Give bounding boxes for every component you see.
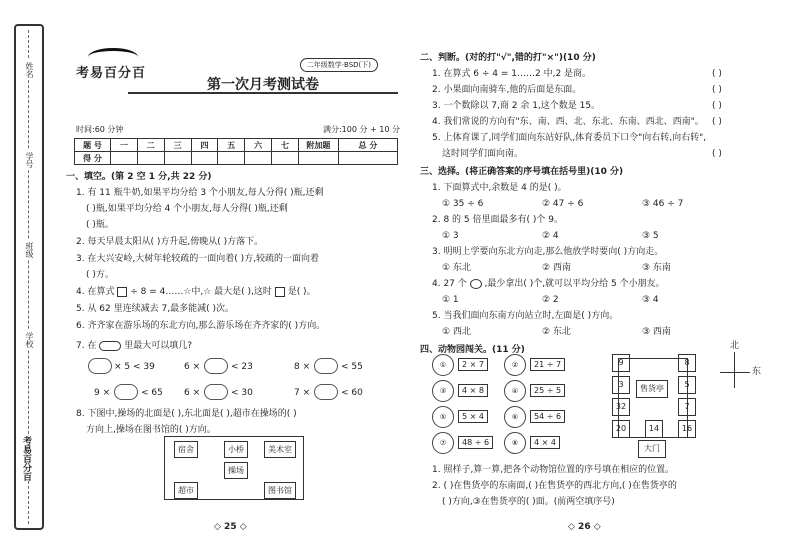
task-2-line-1: 2. ( )在售货亭的东南面,( )在售货亭的西北方向,( )在售货亭的 — [432, 481, 677, 491]
question-4-part-1: 4. 在算式 — [76, 287, 115, 297]
score-cell[interactable] — [245, 152, 272, 165]
flower-blank[interactable] — [114, 384, 138, 400]
score-cell[interactable] — [111, 152, 138, 165]
choice-option[interactable]: ③ 东南 — [642, 263, 671, 273]
question-2: 2. 每天早晨太阳从( )方升起,傍晚从( )方落下。 — [76, 237, 264, 247]
zoo-cell[interactable]: 5 — [678, 376, 696, 394]
animal-monkey-icon: ② — [504, 354, 526, 376]
inequality-text: < 30 — [231, 388, 253, 398]
choice-2: 2. 8 的 5 倍里面最多有( )个 9。 — [432, 215, 563, 225]
right-page — [420, 0, 776, 550]
map-library: 图书馆 — [264, 482, 296, 499]
animal-equation: 21 ÷ 7 — [530, 358, 565, 371]
zoo-gate: 大门 — [638, 440, 666, 458]
inequality-text: < 65 — [141, 388, 163, 398]
score-cell[interactable] — [272, 152, 299, 165]
animal-equation: 54 ÷ 6 — [530, 410, 565, 423]
score-cell: 六 — [245, 139, 272, 152]
binding-spine — [0, 0, 58, 550]
task-1: 1. 照样子,算一算,把各个动物馆位置的序号填在相应的位置。 — [432, 465, 675, 475]
inequality-text: 8 × — [294, 362, 311, 372]
answer-paren[interactable]: ( ) — [712, 69, 722, 79]
score-cell: 一 — [111, 139, 138, 152]
inequality-text: × 5 < 39 — [114, 362, 155, 372]
question-6: 6. 齐齐家在游乐场的东北方向,那么游乐场在齐齐家的( )方向。 — [76, 321, 326, 331]
choice-option[interactable]: ② 4 — [542, 231, 559, 241]
animal-equation: 2 × 7 — [458, 358, 488, 371]
question-7-part-1: 7. 在 — [76, 341, 97, 351]
inequality-text: 9 × — [94, 388, 111, 398]
choice-option[interactable]: ① 3 — [442, 231, 459, 241]
score-cell[interactable] — [298, 152, 338, 165]
spine-brand: 考易百分百 — [21, 436, 31, 481]
score-cell[interactable] — [338, 152, 397, 165]
inequality-text: < 23 — [231, 362, 253, 372]
left-page — [66, 0, 400, 550]
zoo-kiosk: 售货亭 — [636, 380, 668, 398]
score-cell: 四 — [191, 139, 218, 152]
choice-option[interactable]: ③ 4 — [642, 295, 659, 305]
choice-option[interactable]: ③ 5 — [642, 231, 659, 241]
judge-3: 3. 一个数除以 7,商 2 余 1,这个数是 15。 — [432, 101, 601, 111]
answer-paren[interactable]: ( ) — [712, 149, 722, 159]
choice-option[interactable]: ② 西南 — [542, 263, 571, 273]
section-2-heading: 二、判断。(对的打"√",错的打"×")(10 分) — [420, 53, 596, 63]
map-supermarket: 超市 — [174, 482, 198, 499]
question-5: 5. 从 62 里连续减去 7,最多能减( )次。 — [76, 304, 234, 314]
score-cell[interactable] — [218, 152, 245, 165]
question-4-part-2: ÷ 8 = 4……☆中,☆ 最大是( ),这时 — [130, 287, 272, 297]
question-7 — [76, 340, 192, 352]
flower-blank[interactable] — [88, 358, 112, 374]
animal-zebra-icon: ⑦ — [432, 432, 454, 454]
question-8-line-1: 8. 下图中,操场的北面是( ),东北面是( ),超市在操场的( ) — [76, 409, 297, 419]
zoo-cell[interactable]: 7 — [678, 398, 696, 416]
zoo-cell[interactable]: 20 — [612, 420, 630, 438]
class-label: 班级 — [25, 242, 34, 258]
map-dormitory: 宿舍 — [174, 441, 198, 458]
inequality-text: 7 × — [294, 388, 311, 398]
animal-lion-icon: ④ — [504, 380, 526, 402]
choice-option[interactable]: ① 东北 — [442, 263, 471, 273]
page-number: ◇ 25 ◇ — [214, 522, 247, 532]
flower-icon — [99, 341, 121, 351]
choice-4-part-2: ,最少拿出( )个,就可以平均分给 5 个小朋友。 — [484, 279, 665, 289]
choice-3: 3. 明明上学要向东北方向走,那么他放学时要向( )方向走。 — [432, 247, 664, 257]
choice-1: 1. 下面算式中,余数是 4 的是( )。 — [432, 183, 567, 193]
answer-paren[interactable]: ( ) — [712, 101, 722, 111]
inequality-text: < 55 — [341, 362, 363, 372]
choice-option[interactable]: ① 1 — [442, 295, 459, 305]
score-total: 满分:100 分 + 10 分 — [322, 125, 400, 134]
score-cell: 总 分 — [338, 139, 397, 152]
section-4-heading: 四、动物园闯关。(11 分) — [420, 345, 525, 355]
flower-blank[interactable] — [314, 358, 338, 374]
question-7-part-2: 里最大可以填几? — [124, 341, 192, 351]
answer-paren[interactable]: ( ) — [712, 85, 722, 95]
id-label: 学号 — [25, 152, 34, 168]
blank-box[interactable] — [117, 287, 127, 297]
score-cell: 附加题 — [298, 139, 338, 152]
question-3-line-2: ( )方。 — [86, 270, 114, 280]
score-cell: 三 — [164, 139, 191, 152]
inequality-text: 6 × — [184, 388, 201, 398]
score-value-row — [75, 152, 398, 165]
animal-tiger-icon: ③ — [432, 380, 454, 402]
section-3-heading: 三、选择。(将正确答案的序号填在括号里)(10 分) — [420, 167, 624, 177]
flower-blank[interactable] — [314, 384, 338, 400]
choice-option[interactable]: ② 东北 — [542, 327, 571, 337]
choice-option[interactable]: ① 35 ÷ 6 — [442, 199, 484, 209]
compass-east: 东 — [752, 367, 762, 377]
logo: 考易百分百 — [76, 66, 147, 81]
animal-giraffe-icon: ⑥ — [504, 406, 526, 428]
choice-4 — [432, 278, 665, 290]
judge-5: 5. 上体育课了,同学们面向东站好队,体育委员下口令"向右转,向右转", — [432, 133, 707, 143]
compass-ns-line — [734, 352, 735, 388]
section-1-heading: 一、填空。(第 2 空 1 分,共 22 分) — [66, 172, 212, 182]
flower-blank[interactable] — [204, 358, 228, 374]
animal-swan-icon: ⑤ — [432, 406, 454, 428]
question-1-line-1: 1. 有 11 瓶牛奶,如果平均分给 3 个小朋友,每人分得( )瓶,还剩 — [76, 188, 324, 198]
question-1-line-2: ( )瓶,如果平均分给 4 个小朋友,每人分得( )瓶,还剩 — [86, 204, 288, 214]
question-4 — [76, 286, 316, 298]
question-1-line-3: ( )瓶。 — [86, 220, 114, 230]
choice-option[interactable]: ① 西北 — [442, 327, 471, 337]
time-limit: 时间:60 分钟 — [76, 125, 124, 134]
choice-option[interactable]: ③ 西南 — [642, 327, 671, 337]
question-4-part-3: 是( )。 — [287, 287, 316, 297]
score-cell: 五 — [218, 139, 245, 152]
animal-equation: 25 ÷ 5 — [530, 384, 565, 397]
judge-5-line-2: 这时同学们面向南。 — [442, 149, 524, 159]
apple-icon — [470, 279, 482, 289]
choice-option[interactable]: ③ 46 ÷ 7 — [642, 199, 684, 209]
map-bridge: 小桥 — [224, 441, 248, 458]
choice-5: 5. 当我们面向东南方向站立时,左面是( )方向。 — [432, 311, 619, 321]
compass-north: 北 — [730, 341, 740, 351]
judge-4: 4. 我们常说的方向有"东、南、西、北、东北、东南、西北、西南"。 — [432, 117, 704, 127]
choice-4-part-1: 4. 27 个 — [432, 279, 467, 289]
judge-1: 1. 在算式 6 ÷ 4 = 1……2 中,2 是商。 — [432, 69, 592, 79]
score-table — [74, 138, 398, 165]
choice-option[interactable]: ② 47 ÷ 6 — [542, 199, 584, 209]
grade-tag: 二年级数学·BSD(下) — [300, 58, 378, 72]
inequality-text: < 60 — [341, 388, 363, 398]
page-number: ◇ 26 ◇ — [568, 522, 601, 532]
zoo-cell[interactable]: 32 — [612, 398, 630, 416]
inequality-text: 6 × — [184, 362, 201, 372]
question-8-line-2: 方向上,操场在图书馆的( )方向。 — [86, 425, 216, 435]
animal-equation: 5 × 4 — [458, 410, 488, 423]
animal-panda-icon: ⑧ — [504, 432, 526, 454]
score-cell[interactable] — [191, 152, 218, 165]
question-3-line-1: 3. 在大兴安岭,大树年轮较疏的一面向着( )方,较疏的一面向着 — [76, 254, 320, 264]
score-cell: 七 — [272, 139, 299, 152]
blank-box[interactable] — [275, 287, 285, 297]
answer-paren[interactable]: ( ) — [712, 117, 722, 127]
task-2-line-2: ( )方向,③在售货亭的( )面。(前两空填序号) — [442, 497, 615, 507]
score-cell[interactable] — [137, 152, 164, 165]
animal-equation: 4 × 8 — [458, 384, 488, 397]
zoo-cell[interactable]: 9 — [612, 354, 630, 372]
judge-2: 2. 小果面向南骑车,他的后面是东面。 — [432, 85, 582, 95]
zoo-cell[interactable]: 8 — [678, 354, 696, 372]
animal-elephant-icon: ① — [432, 354, 454, 376]
score-cell[interactable] — [164, 152, 191, 165]
flower-blank[interactable] — [204, 384, 228, 400]
score-cell: 得 分 — [75, 152, 111, 165]
zoo-cell[interactable]: 14 — [645, 420, 663, 438]
compass-ew-line — [720, 372, 750, 373]
map-playground: 操场 — [224, 462, 248, 479]
score-cell: 二 — [137, 139, 164, 152]
animal-equation: 4 × 4 — [530, 436, 560, 449]
school-label: 学校 — [25, 332, 34, 348]
choice-option[interactable]: ② 2 — [542, 295, 559, 305]
animal-equation: 48 ÷ 6 — [458, 436, 493, 449]
zoo-cell[interactable]: 16 — [678, 420, 696, 438]
score-header-row — [75, 139, 398, 152]
title-box — [128, 72, 398, 94]
zoo-cell[interactable]: 3 — [612, 376, 630, 394]
map-art-room: 美术室 — [264, 441, 296, 458]
page-title: 第一次月考测试卷 — [207, 77, 319, 93]
score-cell: 题 号 — [75, 139, 111, 152]
name-label: 姓名 — [25, 62, 34, 78]
